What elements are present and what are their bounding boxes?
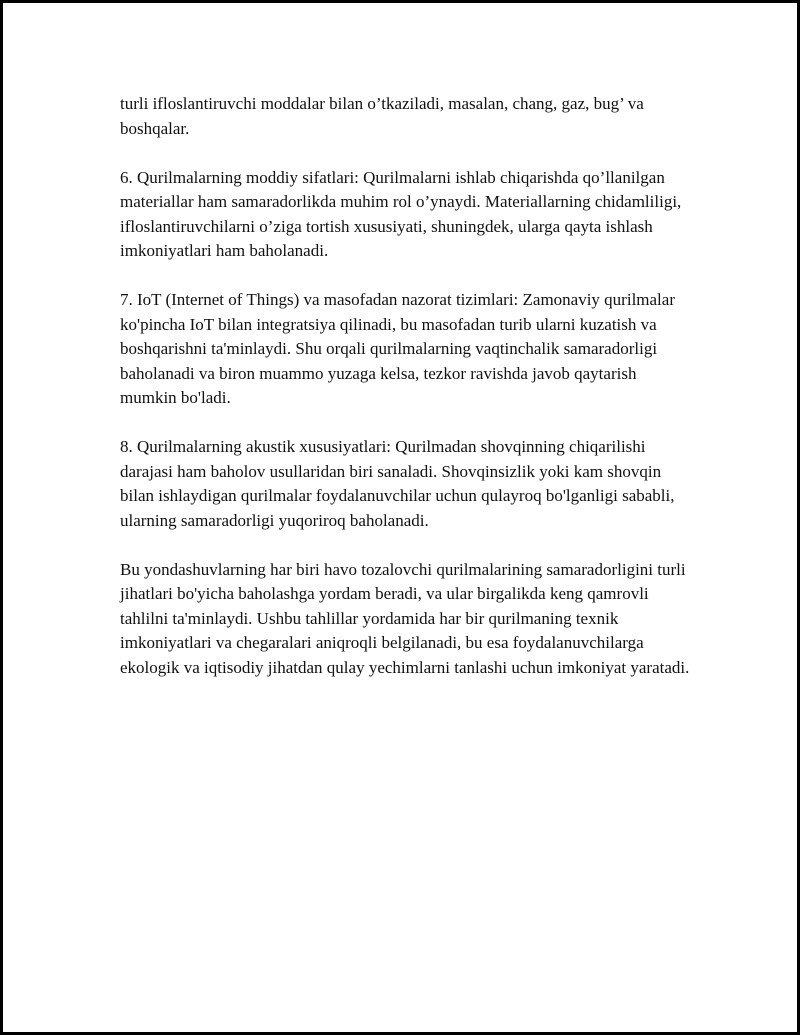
paragraph-continuation: turli ifloslantiruvchi moddalar bilan o’tkaziladi, masalan, chang, gaz, bug’ va boshqalar.	[120, 94, 644, 138]
paragraph-material-properties: 6. Qurilmalarning moddiy sifatlari: Qurilmalarni ishlab chiqarishda qo’llanilgan materiallar ham samaradorlikda muhim rol o’ynaydi. Materiallarning chidamliligi, ifloslantiruvchilarni o’ziga tortish xususiyati, shuningdek, ularga qayta ishlash imkoniyatlari ham baholanadi.	[120, 167, 682, 260]
paragraph-acoustic-properties: 8. Qurilmalarning akustik xususiyatlari: Qurilmadan shovqinning chiqarilishi darajasi ham baholov usullaridan biri sanaladi. Shovqinsizlik yoki kam shovqin bilan ishlaydigan qurilmalar foydalanuvchilar uchun qulayroq bo'lganligi sababli, ularning samaradorligi yuqoriroq baholanadi.	[120, 437, 675, 530]
document-body	[120, 92, 690, 705]
paragraph-conclusion: Bu yondashuvlarning har biri havo tozalovchi qurilmalarining samaradorligini turli jihatlari bo'yicha baholashga yordam beradi, va ular birgalikda keng qamrovli tahlilni ta'minlaydi. Ushbu tahlillar yordamida har bir qurilmaning texnik imkoniyatlari va chegaralari aniqroqli belgilanadi, bu esa foydalanuvchilarga ekologik va iqtisodiy jihatdan qulay yechimlarni tanlashi uchun imkoniyat yaratadi.	[120, 559, 690, 677]
paragraph-iot-monitoring: 7. IoT (Internet of Things) va masofadan nazorat tizimlari: Zamonaviy qurilmalar ko'pincha IoT bilan integratsiya qilinadi, bu masofadan turib ularni kuzatish va boshqarishni ta'minlaydi. Shu orqali qurilmalarning vaqtinchalik samaradorligi baholanadi va biron muammo yuzaga kelsa, tezkor ravishda javob qaytarish mumkin bo'ladi.	[120, 290, 675, 407]
